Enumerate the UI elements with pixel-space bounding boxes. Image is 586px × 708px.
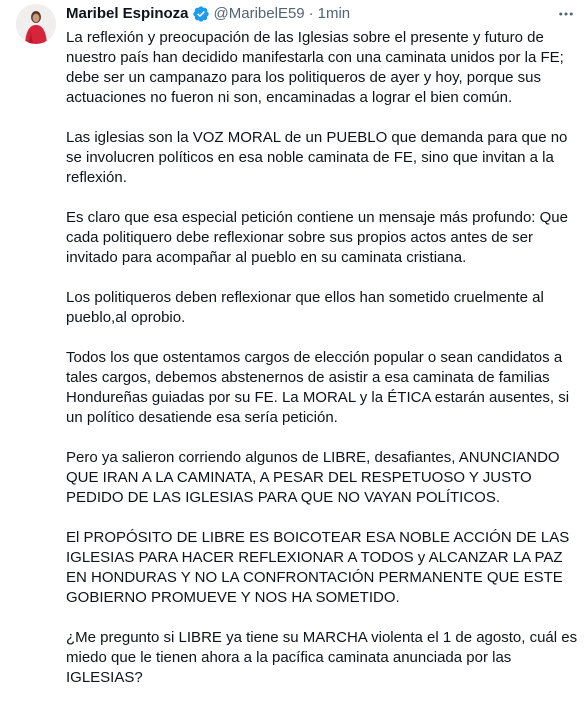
tweet-text	[66, 28, 578, 688]
tweet-paragraph: Es claro que esa especial petición contiene un mensaje más profundo: Que cada politiquero debe reflexionar sobre sus propios actos antes de ser invitado para acompañar al pueblo en su caminata cristiana.	[66, 209, 568, 266]
tweet-content	[66, 4, 578, 708]
more-options-icon[interactable]	[554, 2, 578, 26]
tweet-paragraph: Todos los que ostentamos cargos de elección popular o sean candidatos a tales cargos, debemos abstenernos de asistir a esa caminata de familias Hondureñas guiadas por su FE. La MORAL y la ÉTICA estarán ausentes, si un político desatiende esa sería petición.	[66, 349, 570, 426]
tweet-paragraph: Las iglesias son la VOZ MORAL de un PUEBLO que demanda para que no se involucren políticos en esa noble caminata de FE, sino que invitan a la reflexión.	[66, 129, 568, 186]
author-name[interactable]: Maribel Espinoza	[66, 5, 189, 22]
tweet-paragraph: El PROPÓSITO DE LIBRE ES BOICOTEAR ESA NOBLE ACCIÓN DE LAS IGLESIAS PARA HACER REFLEXIONAR A TODOS y ALCANZAR LA PAZ EN HONDURAS Y NO LA CONFRONTACIÓN PERMANENTE QUE ESTE GOBIERNO PROMUEVE Y NOS HA SOMETIDO.	[66, 529, 570, 606]
author-handle[interactable]: @MaribelE59	[213, 5, 305, 22]
avatar[interactable]	[16, 4, 56, 44]
tweet-paragraph: La reflexión y preocupación de las Iglesias sobre el presente y futuro de nuestro país han decidido manifestarla con una caminata unidos por la FE; debe ser un campanazo para los politiqueros de ayer y hoy, porque sus actuaciones no fueron ni son, encaminadas a lograr el bien común.	[66, 29, 564, 106]
timestamp[interactable]: 1min	[317, 5, 351, 22]
verified-badge-icon	[192, 5, 210, 23]
tweet-paragraph: Pero ya salieron corriendo algunos de LIBRE, desafiantes, ANUNCIANDO QUE IRAN A LA CAMINATA, A PESAR DEL RESPETUOSO Y JUSTO PEDIDO DE LAS IGLESIAS PARA QUE NO VAYAN POLÍTICOS.	[66, 449, 560, 506]
tweet-paragraph: ¿Me pregunto si LIBRE ya tiene su MARCHA violenta el 1 de agosto, cuál es miedo que le tienen ahora a la pacífica caminata anunciada por las IGLESIAS?	[66, 629, 578, 686]
tweet-paragraph: Los politiqueros deben reflexionar que ellos han sometido cruelmente al pueblo,al oprobio.	[66, 289, 544, 326]
avatar-image	[16, 4, 56, 44]
separator-dot: ·	[308, 5, 314, 22]
tweet-header	[66, 4, 578, 24]
